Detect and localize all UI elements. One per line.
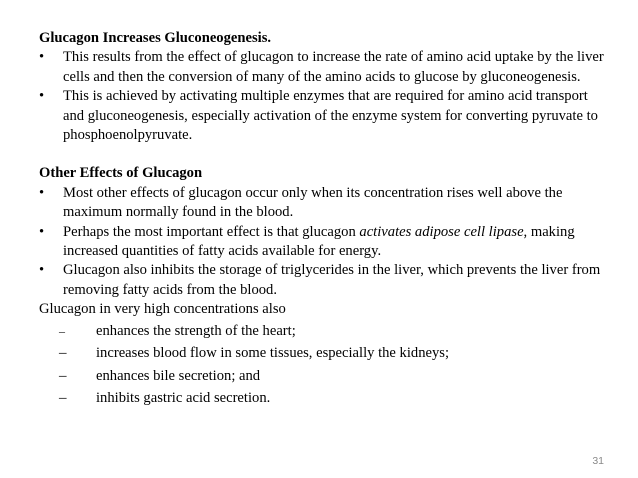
bullet-item bbox=[39, 184, 609, 223]
bullet-item bbox=[39, 261, 609, 300]
bullet-text: This results from the effect of glucagon to increase the rate of amino acid uptake by the liver cells and then the conversion of many of the amino acids to glucose by gluconeogenesis. bbox=[63, 49, 604, 85]
sub-item-text: enhances the strength of the heart; bbox=[96, 322, 296, 339]
bullet-icon: • bbox=[39, 88, 45, 105]
bullet-icon: • bbox=[39, 223, 45, 240]
sub-item-text: inhibits gastric acid secretion. bbox=[96, 390, 271, 407]
bullet-text-part: Perhaps the most important effect is that glucagon bbox=[63, 223, 360, 240]
bullet-item bbox=[39, 223, 609, 262]
dash-icon: – bbox=[59, 323, 65, 338]
bullet-text: Most other effects of glucagon occur only when its concentration rises well above the maximum normally found in the blood. bbox=[63, 184, 563, 221]
page-number: 31 bbox=[592, 455, 604, 467]
bullet-icon: • bbox=[39, 184, 45, 201]
slide-content bbox=[39, 29, 609, 410]
sub-list-item bbox=[39, 365, 609, 388]
dash-icon: – bbox=[59, 390, 67, 407]
sub-item-text: increases blood flow in some tissues, especially the kidneys; bbox=[96, 345, 450, 362]
intro-line: Glucagon in very high concentrations also bbox=[39, 301, 286, 318]
bullet-text: This is achieved by activating multiple enzymes that are required for amino acid transport and gluconeogenesis, especially activation of the enzyme system for converting pyruvate to phosphoenolpyruvate. bbox=[63, 88, 598, 144]
section-heading-gluconeogenesis: Glucagon Increases Gluconeogenesis. bbox=[39, 30, 272, 46]
section-heading-other-effects: Other Effects of Glucagon bbox=[39, 165, 203, 182]
sub-list-item bbox=[39, 320, 609, 343]
bullet-text-part: , making increased quantities of fatty acids available for energy. bbox=[63, 223, 575, 260]
sub-list-item bbox=[39, 387, 609, 410]
other-effects-bullets bbox=[39, 184, 609, 300]
bullet-icon: • bbox=[39, 49, 45, 66]
bullet-icon: • bbox=[39, 262, 45, 279]
gluconeogenesis-bullets bbox=[39, 48, 609, 145]
effects-sub-list bbox=[39, 320, 609, 410]
bullet-item bbox=[39, 48, 609, 87]
dash-icon: – bbox=[59, 345, 67, 362]
dash-icon: – bbox=[59, 367, 67, 384]
italic-emphasis: activates adipose cell lipase bbox=[359, 223, 524, 240]
sub-item-text: enhances bile secretion; and bbox=[96, 367, 261, 384]
spacer bbox=[39, 145, 609, 164]
sub-list-item bbox=[39, 342, 609, 365]
bullet-text: Glucagon also inhibits the storage of triglycerides in the liver, which prevents the liver from removing fatty acids from the blood. bbox=[63, 262, 601, 298]
bullet-item bbox=[39, 87, 609, 145]
